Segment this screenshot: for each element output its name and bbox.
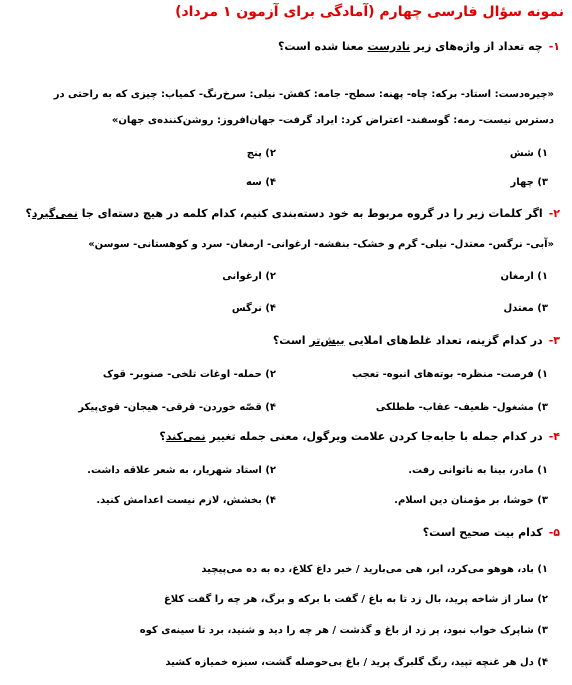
underlined-word: نمی‌گیرد	[31, 207, 78, 220]
question-number: ۱-	[548, 40, 560, 53]
question-4-stem: ۴-در کدام جمله با جابه‌جا کردن علامت ویرگول، معنی جمله تغییر نمی‌کند؟	[159, 430, 560, 443]
question-1-body-line: دسترس نیست- رمه: گوسفند- اعتراض کرد: ایراد گرفت- جهان‌افروز: روشن‌کننده‌ی جهان»	[111, 115, 554, 126]
question-2-option-1[interactable]: ۱) ارمغان	[500, 271, 548, 282]
question-2-stem: ۲-اگر کلمات زیر را در گروه مربوط به خود دسته‌بندی کنیم، کدام کلمه در هیچ دسته‌ای جا نمی‌گیرد؟	[25, 207, 560, 220]
question-number: ۵-	[548, 526, 560, 539]
question-number: ۲-	[548, 207, 560, 220]
question-4-option-4[interactable]: ۴) بخشش، لازم نیست اعدامش کنید.	[96, 495, 276, 506]
question-1-option-3[interactable]: ۳) چهار	[510, 177, 548, 188]
question-2-option-2[interactable]: ۲) ارغوانی	[222, 271, 276, 282]
question-1-option-2[interactable]: ۲) پنج	[246, 148, 276, 159]
question-2-option-3[interactable]: ۳) معتدل	[503, 303, 548, 314]
question-1-stem: ۱-چه تعداد از واژه‌های زیر نادرست معنا شده است؟	[278, 40, 560, 53]
question-4-option-3[interactable]: ۳) خوشا، بر مؤمنان دین اسلام.	[394, 495, 548, 506]
page-title: نمونه سؤال فارسی چهارم (آمادگی برای آزمون ۱ مرداد)	[175, 4, 564, 20]
underlined-word: نادرست	[367, 40, 411, 53]
question-4-option-2[interactable]: ۲) استاد شهریار، به شعر علاقه داشت.	[87, 465, 276, 476]
question-5-option-3[interactable]: ۳) شاپرک خواب نبود، پر زد از باغ و گذشت / هر چه را دید و شنید، برد تا سینه‌ی کوه	[139, 625, 548, 636]
underlined-word: بیش‌تر	[309, 334, 345, 347]
question-3-option-1[interactable]: ۱) فرصت- منظره- بوته‌های انبوه- تعجب	[351, 369, 548, 380]
question-5-stem: ۵-کدام بیت صحیح است؟	[422, 526, 560, 539]
question-5-option-1[interactable]: ۱) باد، هوهو می‌کرد، ابر، هی می‌بارید / خبر داغ کلاغ، ده به ده می‌پیچید	[201, 564, 548, 575]
question-1-option-4[interactable]: ۴) سه	[245, 177, 276, 188]
question-3-option-3[interactable]: ۳) مشغول- ظعیف- عقاب- ططلکی	[375, 402, 548, 413]
question-1-option-1[interactable]: ۱) شش	[509, 148, 548, 159]
question-2-option-4[interactable]: ۴) نرگس	[231, 303, 276, 314]
question-5-option-2[interactable]: ۲) سار از شاخه پرید، بال زد تا به باغ / گفت با برکه و برگ، هر چه را گفت کلاغ	[163, 594, 548, 605]
question-3-stem: ۳-در کدام گزینه، تعداد غلط‌های املایی بیش‌تر است؟	[272, 334, 560, 347]
question-1-body-line: «چیره‌دست: استاد- برکه: چاه- پهنه: سطح- جامه: کفش- نیلی: سرخ‌رنگ- کمیاب: چیزی که به راحتی در	[53, 89, 554, 100]
underlined-word: نمی‌کند	[165, 430, 206, 443]
question-number: ۴-	[548, 430, 560, 443]
question-number: ۳-	[548, 334, 560, 347]
question-5-option-4[interactable]: ۴) دل هر غنچه تپید، رنگ گلبرگ پرید / باغ بی‌حوصله گشت، سبزه خمیازه کشید	[165, 657, 548, 668]
question-2-body-line: «آبی- نرگس- معتدل- نیلی- گرم و خشک- بنفشه- ارغوانی- ارمغان- سرد و کوهستانی- سوسن»	[88, 239, 554, 250]
question-3-option-4[interactable]: ۴) قصّه خوردن- قرقی- هیجان- قوی‌پیکر	[78, 402, 276, 413]
question-3-option-2[interactable]: ۲) حمله- اوغات تلخی- صنوبر- قوک	[102, 369, 276, 380]
question-4-option-1[interactable]: ۱) مادر، بینا به ناتوانی رفت.	[408, 465, 548, 476]
